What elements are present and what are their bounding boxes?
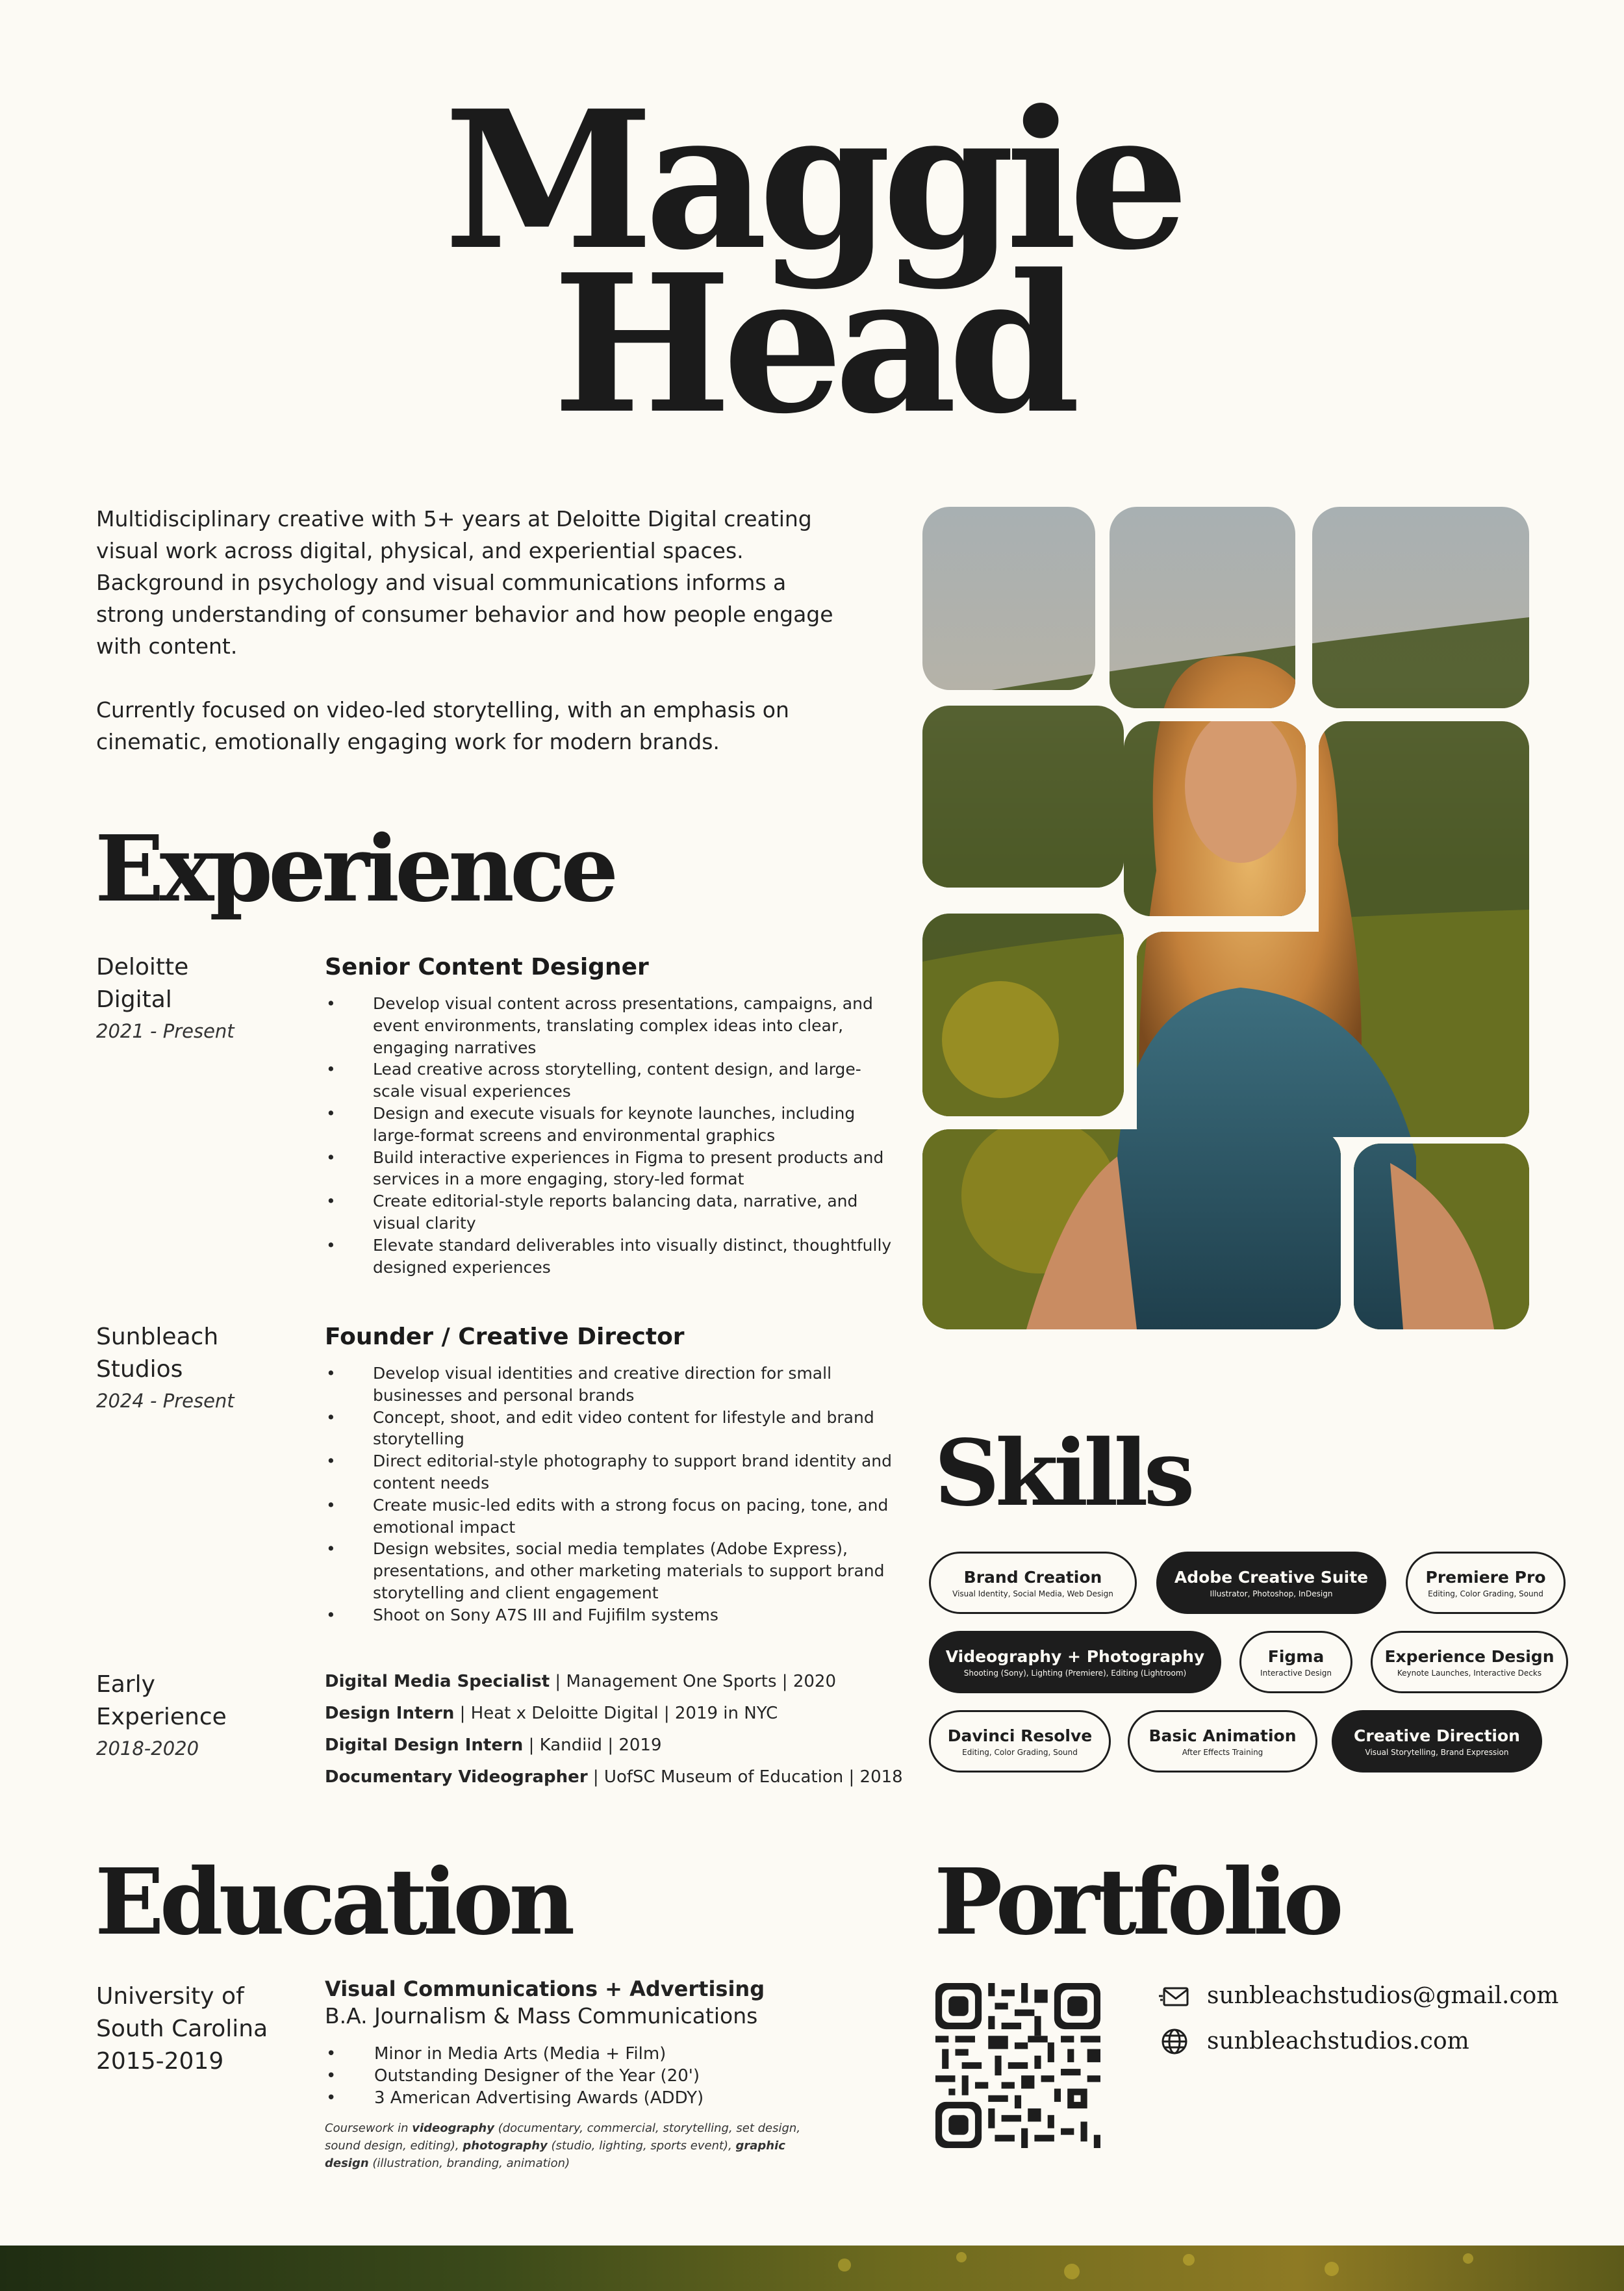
- skill-subtitle: After Effects Training: [1182, 1748, 1263, 1757]
- skills-heading: Skills: [934, 1420, 1191, 1527]
- company-name-line1: Sunbleach: [96, 1324, 219, 1350]
- skill-title: Figma: [1267, 1647, 1325, 1666]
- job-company-sunbleach: [96, 1321, 291, 1416]
- experience-heading: Experience: [95, 816, 615, 923]
- job-bullet: • Build interactive experiences in Figma to present products and services in a more engaging, story-led format: [325, 1147, 896, 1191]
- job-company-deloitte: [96, 951, 291, 1046]
- job-dates: 2021 - Present: [96, 1020, 235, 1042]
- education-degree: [325, 1975, 765, 2030]
- skill-subtitle: Editing, Color Grading, Sound: [962, 1748, 1078, 1757]
- early-detail: | Management One Sports | 2020: [550, 1672, 836, 1691]
- early-item: [325, 1666, 909, 1698]
- early-item: [325, 1761, 909, 1793]
- skill-title: Basic Animation: [1148, 1726, 1297, 1745]
- education-achievement: • Minor in Media Arts (Media + Film): [325, 2043, 844, 2065]
- early-role: Digital Media Specialist: [325, 1672, 550, 1691]
- job-bullets-sunbleach: [325, 1363, 896, 1626]
- education-achievement: • Outstanding Designer of the Year (20'): [325, 2065, 844, 2087]
- school-name-line1: University of: [96, 1983, 244, 2010]
- coursework-graphic-design: graphic design: [325, 2139, 785, 2170]
- intro-paragraph-2: Currently focused on video-led storytelling, with an emphasis on cinematic, emotionally engaging work for modern brands.: [96, 697, 789, 754]
- school-years: 2015-2019: [96, 2048, 224, 2075]
- contact-website[interactable]: sunbleachstudios.com: [1207, 2028, 1469, 2054]
- job-dates: 2024 - Present: [96, 1390, 235, 1412]
- skill-title: Experience Design: [1384, 1647, 1554, 1666]
- skill-title: Davinci Resolve: [947, 1726, 1093, 1745]
- degree-subtitle: B.A. Journalism & Mass Communications: [325, 2003, 758, 2029]
- company-name-line2: Digital: [96, 986, 172, 1013]
- job-bullet: • Elevate standard deliverables into visually distinct, thoughtfully designed experiences: [325, 1235, 896, 1279]
- skill-subtitle: Editing, Color Grading, Sound: [1428, 1589, 1543, 1598]
- skill-chip-videography-photography: [929, 1631, 1221, 1693]
- job-bullet: • Create editorial-style reports balancing data, narrative, and visual clarity: [325, 1190, 896, 1235]
- education-heading: Education: [95, 1849, 571, 1956]
- skill-title: Premiere Pro: [1425, 1568, 1546, 1587]
- coursework-videography: videography: [412, 2121, 494, 2135]
- early-detail: | Heat x Deloitte Digital | 2019 in NYC: [454, 1704, 778, 1723]
- name-first: Maggie: [444, 69, 1180, 292]
- early-role: Digital Design Intern: [325, 1735, 524, 1755]
- coursework-text: (documentary, commercial, storytelling, set design, sound design, editing),: [325, 2121, 801, 2153]
- portrait-photo-grid: [922, 507, 1529, 1329]
- intro-summary: [96, 503, 856, 789]
- degree-title: Visual Communications + Advertising: [325, 1977, 765, 2001]
- education-achievements: [325, 2043, 844, 2109]
- job-bullets-deloitte: [325, 993, 896, 1278]
- skill-title: Adobe Creative Suite: [1174, 1568, 1369, 1587]
- skill-chip-adobe-creative-suite: [1156, 1552, 1386, 1614]
- job-bullet: • Design and execute visuals for keynote launches, including large-format screens and environmental graphics: [325, 1103, 896, 1147]
- job-bullet: • Develop visual content across presentations, campaigns, and event environments, translating complex ideas into clear, engaging narratives: [325, 993, 896, 1058]
- skill-title: Videography + Photography: [945, 1647, 1205, 1666]
- skill-chip-davinci-resolve: [929, 1710, 1111, 1773]
- skill-title: Brand Creation: [963, 1568, 1102, 1587]
- envelope-icon: [1158, 1983, 1191, 2012]
- job-bullet: • Design websites, social media templates (Adobe Express), presentations, and other marketing materials to support brand storytelling and client engagement: [325, 1538, 896, 1604]
- qr-code[interactable]: [935, 1983, 1100, 2148]
- footer-grass-strip: [0, 2246, 1624, 2291]
- early-detail: | UofSC Museum of Education | 2018: [587, 1767, 903, 1787]
- skill-subtitle: Shooting (Sony), Lighting (Premiere), Editing (Lightroom): [963, 1669, 1187, 1678]
- skill-chip-figma: [1239, 1631, 1352, 1693]
- coursework-text: (studio, lighting, sports event),: [547, 2139, 736, 2153]
- job-title: Senior Content Designer: [325, 954, 649, 980]
- name-last: Head: [552, 233, 1072, 455]
- job-bullet: • Develop visual identities and creative direction for small businesses and personal brands: [325, 1363, 896, 1407]
- job-bullet: • Shoot on Sony A7S III and Fujifilm systems: [325, 1604, 896, 1626]
- skill-chip-premiere-pro: [1406, 1552, 1566, 1614]
- early-label-line1: Early: [96, 1671, 155, 1698]
- job-bullet: • Concept, shoot, and edit video content for lifestyle and brand storytelling: [325, 1407, 896, 1451]
- early-detail: | Kandiid | 2019: [523, 1735, 662, 1755]
- coursework-note: [325, 2119, 818, 2172]
- skill-chip-experience-design: [1371, 1631, 1568, 1693]
- skill-chip-brand-creation: [929, 1552, 1137, 1614]
- intro-paragraph-1: Multidisciplinary creative with 5+ years at Deloitte Digital creating visual work across digital, physical, and experiential spaces. Background in psychology and visual communications informs a strong understanding of consumer behavior and how people engage with content.: [96, 506, 833, 659]
- early-item: [325, 1730, 909, 1761]
- education-achievement: • 3 American Advertising Awards (ADDY): [325, 2087, 844, 2109]
- early-item: [325, 1698, 909, 1730]
- early-label-line2: Experience: [96, 1704, 227, 1730]
- job-bullet: • Direct editorial-style photography to support brand identity and content needs: [325, 1450, 896, 1494]
- company-name-line1: Deloitte: [96, 954, 189, 980]
- skill-subtitle: Illustrator, Photoshop, InDesign: [1210, 1589, 1333, 1598]
- skill-subtitle: Visual Identity, Social Media, Web Design: [952, 1589, 1113, 1598]
- early-experience-label: [96, 1669, 291, 1763]
- skill-subtitle: Keynote Launches, Interactive Decks: [1397, 1669, 1542, 1678]
- portfolio-heading: Portfolio: [934, 1849, 1339, 1956]
- early-role: Design Intern: [325, 1704, 455, 1723]
- early-experience-list: [325, 1666, 909, 1793]
- skill-chip-basic-animation: [1128, 1710, 1317, 1773]
- skill-subtitle: Visual Storytelling, Brand Expression: [1365, 1748, 1509, 1757]
- education-school: [96, 1980, 304, 2078]
- company-name-line2: Studios: [96, 1356, 183, 1383]
- contact-email[interactable]: sunbleachstudios@gmail.com: [1207, 1982, 1559, 2009]
- skill-title: Creative Direction: [1354, 1726, 1520, 1745]
- skill-chip-creative-direction: [1332, 1710, 1542, 1773]
- coursework-text: (illustration, branding, animation): [368, 2157, 570, 2170]
- globe-icon: [1158, 2027, 1191, 2056]
- coursework-text: Coursework in: [325, 2121, 412, 2135]
- early-dates: 2018-2020: [96, 1737, 199, 1760]
- skill-subtitle: Interactive Design: [1260, 1669, 1332, 1678]
- job-title: Founder / Creative Director: [325, 1324, 685, 1350]
- school-name-line2: South Carolina: [96, 2016, 268, 2042]
- early-role: Documentary Videographer: [325, 1767, 588, 1787]
- coursework-photography: photography: [463, 2139, 548, 2153]
- job-bullet: • Create music-led edits with a strong focus on pacing, tone, and emotional impact: [325, 1494, 896, 1539]
- job-bullet: • Lead creative across storytelling, content design, and large-scale visual experiences: [325, 1058, 896, 1103]
